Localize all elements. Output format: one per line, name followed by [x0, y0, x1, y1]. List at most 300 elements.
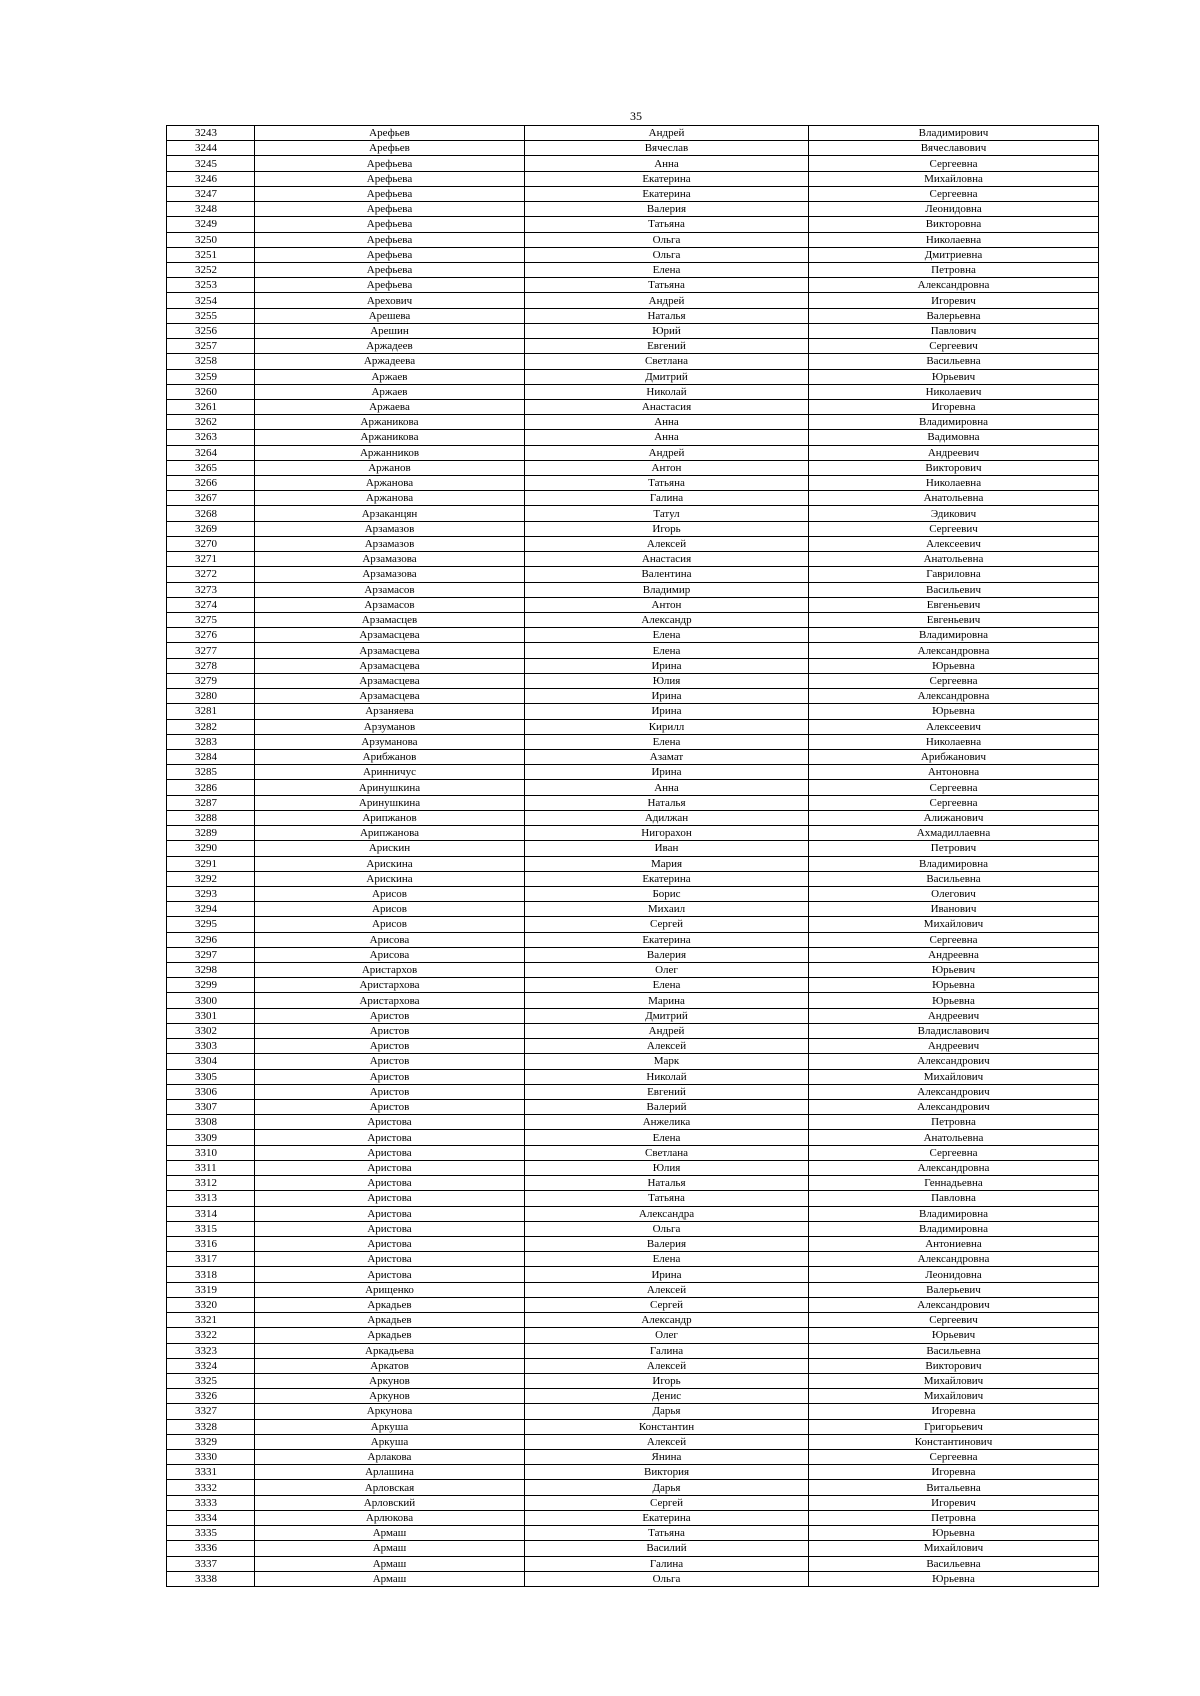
surname-cell: Арзамасцева: [255, 628, 525, 643]
table-row: [167, 536, 1099, 551]
patronymic-cell: Юрьевич: [809, 1328, 1099, 1343]
surname-cell: Арзамазов: [255, 536, 525, 551]
first-name-cell: Сергей: [525, 1297, 809, 1312]
first-name-cell: Мария: [525, 856, 809, 871]
row-number-cell: 3254: [167, 293, 255, 308]
surname-cell: Аржаникова: [255, 415, 525, 430]
first-name-cell: Николай: [525, 384, 809, 399]
table-row: [167, 1343, 1099, 1358]
first-name-cell: Иван: [525, 841, 809, 856]
surname-cell: Аристова: [255, 1160, 525, 1175]
first-name-cell: Наталья: [525, 1176, 809, 1191]
patronymic-cell: Александровна: [809, 278, 1099, 293]
table-row: [167, 841, 1099, 856]
table-row: [167, 1434, 1099, 1449]
surname-cell: Аристов: [255, 1084, 525, 1099]
row-number-cell: 3273: [167, 582, 255, 597]
patronymic-cell: Сергеевна: [809, 932, 1099, 947]
patronymic-cell: Андреевич: [809, 1039, 1099, 1054]
first-name-cell: Виктория: [525, 1465, 809, 1480]
row-number-cell: 3243: [167, 126, 255, 141]
row-number-cell: 3266: [167, 476, 255, 491]
first-name-cell: Сергей: [525, 1495, 809, 1510]
first-name-cell: Елена: [525, 1252, 809, 1267]
first-name-cell: Адилжан: [525, 810, 809, 825]
row-number-cell: 3268: [167, 506, 255, 521]
first-name-cell: Валерия: [525, 947, 809, 962]
table-row: [167, 476, 1099, 491]
first-name-cell: Дарья: [525, 1480, 809, 1495]
patronymic-cell: Владимировна: [809, 1221, 1099, 1236]
patronymic-cell: Алижанович: [809, 810, 1099, 825]
table-row: [167, 1571, 1099, 1586]
table-row: [167, 902, 1099, 917]
first-name-cell: Кирилл: [525, 719, 809, 734]
patronymic-cell: Петровна: [809, 1510, 1099, 1525]
table-row: [167, 1267, 1099, 1282]
first-name-cell: Екатерина: [525, 1510, 809, 1525]
first-name-cell: Алексей: [525, 1358, 809, 1373]
table-row: [167, 262, 1099, 277]
row-number-cell: 3253: [167, 278, 255, 293]
table-row: [167, 810, 1099, 825]
first-name-cell: Азамат: [525, 749, 809, 764]
first-name-cell: Анна: [525, 430, 809, 445]
patronymic-cell: Юрьевна: [809, 1526, 1099, 1541]
table-row: [167, 1084, 1099, 1099]
patronymic-cell: Александрович: [809, 1084, 1099, 1099]
table-row: [167, 1100, 1099, 1115]
patronymic-cell: Юрьевна: [809, 993, 1099, 1008]
patronymic-cell: Алексеевич: [809, 719, 1099, 734]
table-row: [167, 293, 1099, 308]
table-row: [167, 506, 1099, 521]
table-row: [167, 1404, 1099, 1419]
patronymic-cell: Евгеньевич: [809, 597, 1099, 612]
table-row: [167, 1313, 1099, 1328]
surname-cell: Арзамасов: [255, 582, 525, 597]
table-row: [167, 399, 1099, 414]
patronymic-cell: Эдикович: [809, 506, 1099, 521]
first-name-cell: Янина: [525, 1450, 809, 1465]
table-row: [167, 1160, 1099, 1175]
patronymic-cell: Николаевна: [809, 232, 1099, 247]
patronymic-cell: Геннадьевна: [809, 1176, 1099, 1191]
table-row: [167, 1495, 1099, 1510]
table-row: [167, 1526, 1099, 1541]
patronymic-cell: Антониевна: [809, 1236, 1099, 1251]
first-name-cell: Александр: [525, 1313, 809, 1328]
first-name-cell: Алексей: [525, 1434, 809, 1449]
first-name-cell: Андрей: [525, 293, 809, 308]
patronymic-cell: Евгеньевич: [809, 613, 1099, 628]
patronymic-cell: Сергеевна: [809, 1450, 1099, 1465]
patronymic-cell: Константинович: [809, 1434, 1099, 1449]
first-name-cell: Алексей: [525, 1039, 809, 1054]
row-number-cell: 3271: [167, 552, 255, 567]
first-name-cell: Елена: [525, 1130, 809, 1145]
surname-cell: Арзамасцева: [255, 643, 525, 658]
table-row: [167, 932, 1099, 947]
first-name-cell: Елена: [525, 628, 809, 643]
patronymic-cell: Владимировна: [809, 628, 1099, 643]
surname-cell: Аринушкина: [255, 795, 525, 810]
first-name-cell: Марк: [525, 1054, 809, 1069]
surname-cell: Аристова: [255, 1221, 525, 1236]
first-name-cell: Валентина: [525, 567, 809, 582]
surname-cell: Арзамазов: [255, 521, 525, 536]
surname-cell: Арлашина: [255, 1465, 525, 1480]
patronymic-cell: Сергеевна: [809, 673, 1099, 688]
first-name-cell: Ирина: [525, 658, 809, 673]
first-name-cell: Константин: [525, 1419, 809, 1434]
patronymic-cell: Иванович: [809, 902, 1099, 917]
row-number-cell: 3279: [167, 673, 255, 688]
patronymic-cell: Николаевич: [809, 384, 1099, 399]
patronymic-cell: Александрович: [809, 1054, 1099, 1069]
row-number-cell: 3325: [167, 1373, 255, 1388]
table-row: [167, 171, 1099, 186]
surname-cell: Арехович: [255, 293, 525, 308]
table-row: [167, 993, 1099, 1008]
surname-cell: Арзамасцева: [255, 689, 525, 704]
first-name-cell: Валерий: [525, 1100, 809, 1115]
row-number-cell: 3244: [167, 141, 255, 156]
table-row: [167, 491, 1099, 506]
first-name-cell: Екатерина: [525, 171, 809, 186]
surname-cell: Аркуша: [255, 1434, 525, 1449]
patronymic-cell: Викторович: [809, 1358, 1099, 1373]
first-name-cell: Василий: [525, 1541, 809, 1556]
first-name-cell: Галина: [525, 491, 809, 506]
row-number-cell: 3306: [167, 1084, 255, 1099]
patronymic-cell: Валерьевич: [809, 1282, 1099, 1297]
patronymic-cell: Вячеславович: [809, 141, 1099, 156]
row-number-cell: 3294: [167, 902, 255, 917]
table-row: [167, 917, 1099, 932]
first-name-cell: Александра: [525, 1206, 809, 1221]
first-name-cell: Евгений: [525, 1084, 809, 1099]
surname-cell: Арискина: [255, 871, 525, 886]
surname-cell: Арзуманова: [255, 734, 525, 749]
surname-cell: Арзамасцев: [255, 613, 525, 628]
patronymic-cell: Арибжанович: [809, 749, 1099, 764]
first-name-cell: Анжелика: [525, 1115, 809, 1130]
surname-cell: Аристов: [255, 1069, 525, 1084]
first-name-cell: Татул: [525, 506, 809, 521]
patronymic-cell: Юрьевна: [809, 658, 1099, 673]
row-number-cell: 3282: [167, 719, 255, 734]
surname-cell: Аристова: [255, 1115, 525, 1130]
table-row: [167, 1039, 1099, 1054]
table-row: [167, 613, 1099, 628]
first-name-cell: Александр: [525, 613, 809, 628]
row-number-cell: 3275: [167, 613, 255, 628]
patronymic-cell: Юрьевна: [809, 1571, 1099, 1586]
row-number-cell: 3313: [167, 1191, 255, 1206]
patronymic-cell: Васильевна: [809, 354, 1099, 369]
surname-cell: Арзамасов: [255, 597, 525, 612]
first-name-cell: Валерия: [525, 202, 809, 217]
surname-cell: Аристов: [255, 1008, 525, 1023]
row-number-cell: 3246: [167, 171, 255, 186]
table-row: [167, 339, 1099, 354]
patronymic-cell: Александровна: [809, 643, 1099, 658]
surname-cell: Аржаникова: [255, 430, 525, 445]
patronymic-cell: Игоревич: [809, 293, 1099, 308]
surname-cell: Арзаканцян: [255, 506, 525, 521]
first-name-cell: Екатерина: [525, 871, 809, 886]
table-row: [167, 552, 1099, 567]
patronymic-cell: Андреевич: [809, 1008, 1099, 1023]
surname-cell: Аристова: [255, 1191, 525, 1206]
table-row: [167, 1297, 1099, 1312]
surname-cell: Аржадеева: [255, 354, 525, 369]
first-name-cell: Светлана: [525, 1145, 809, 1160]
table-row: [167, 765, 1099, 780]
surname-cell: Арефьева: [255, 247, 525, 262]
table-row: [167, 217, 1099, 232]
patronymic-cell: Дмитриевна: [809, 247, 1099, 262]
patronymic-cell: Викторовна: [809, 217, 1099, 232]
patronymic-cell: Вадимовна: [809, 430, 1099, 445]
patronymic-cell: Петровна: [809, 1115, 1099, 1130]
row-number-cell: 3291: [167, 856, 255, 871]
surname-cell: Арефьев: [255, 126, 525, 141]
first-name-cell: Вячеслав: [525, 141, 809, 156]
surname-cell: Армаш: [255, 1526, 525, 1541]
patronymic-cell: Владимирович: [809, 126, 1099, 141]
table-row: [167, 1176, 1099, 1191]
first-name-cell: Алексей: [525, 1282, 809, 1297]
patronymic-cell: Александровна: [809, 1252, 1099, 1267]
row-number-cell: 3289: [167, 826, 255, 841]
patronymic-cell: Васильевна: [809, 1343, 1099, 1358]
first-name-cell: Андрей: [525, 126, 809, 141]
table-row: [167, 856, 1099, 871]
row-number-cell: 3260: [167, 384, 255, 399]
surname-cell: Арзамасцева: [255, 658, 525, 673]
table-row: [167, 1008, 1099, 1023]
table-row: [167, 886, 1099, 901]
surname-cell: Арибжанов: [255, 749, 525, 764]
patronymic-cell: Сергеевич: [809, 1313, 1099, 1328]
row-number-cell: 3269: [167, 521, 255, 536]
row-number-cell: 3307: [167, 1100, 255, 1115]
first-name-cell: Сергей: [525, 917, 809, 932]
surname-cell: Аристов: [255, 1100, 525, 1115]
patronymic-cell: Михайлович: [809, 1069, 1099, 1084]
patronymic-cell: Михайлович: [809, 1389, 1099, 1404]
table-row: [167, 369, 1099, 384]
surname-cell: Арефьева: [255, 232, 525, 247]
row-number-cell: 3295: [167, 917, 255, 932]
table-row: [167, 460, 1099, 475]
surname-cell: Арешева: [255, 308, 525, 323]
surname-cell: Аристов: [255, 1054, 525, 1069]
first-name-cell: Дмитрий: [525, 369, 809, 384]
table-row: [167, 1419, 1099, 1434]
surname-cell: Арипжанов: [255, 810, 525, 825]
row-number-cell: 3293: [167, 886, 255, 901]
patronymic-cell: Петрович: [809, 841, 1099, 856]
patronymic-cell: Александровна: [809, 1160, 1099, 1175]
surname-cell: Аристархова: [255, 978, 525, 993]
row-number-cell: 3308: [167, 1115, 255, 1130]
first-name-cell: Анна: [525, 780, 809, 795]
row-number-cell: 3277: [167, 643, 255, 658]
first-name-cell: Игорь: [525, 1373, 809, 1388]
patronymic-cell: Игоревна: [809, 399, 1099, 414]
first-name-cell: Елена: [525, 643, 809, 658]
table-row: [167, 978, 1099, 993]
first-name-cell: Денис: [525, 1389, 809, 1404]
patronymic-cell: Игоревна: [809, 1404, 1099, 1419]
row-number-cell: 3249: [167, 217, 255, 232]
surname-cell: Арлакова: [255, 1450, 525, 1465]
table-row: [167, 1206, 1099, 1221]
row-number-cell: 3303: [167, 1039, 255, 1054]
patronymic-cell: Андреевич: [809, 445, 1099, 460]
first-name-cell: Татьяна: [525, 476, 809, 491]
row-number-cell: 3284: [167, 749, 255, 764]
table-row: [167, 308, 1099, 323]
first-name-cell: Марина: [525, 993, 809, 1008]
surname-cell: Аржанов: [255, 460, 525, 475]
patronymic-cell: Гавриловна: [809, 567, 1099, 582]
patronymic-cell: Сергеевна: [809, 1145, 1099, 1160]
surname-cell: Аркадьев: [255, 1297, 525, 1312]
surname-cell: Аристова: [255, 1236, 525, 1251]
patronymic-cell: Васильевна: [809, 871, 1099, 886]
patronymic-cell: Игоревич: [809, 1495, 1099, 1510]
first-name-cell: Елена: [525, 262, 809, 277]
first-name-cell: Ольга: [525, 1221, 809, 1236]
patronymic-cell: Николаевна: [809, 734, 1099, 749]
name-table: [166, 125, 1099, 1587]
first-name-cell: Екатерина: [525, 932, 809, 947]
row-number-cell: 3258: [167, 354, 255, 369]
table-row: [167, 871, 1099, 886]
first-name-cell: Елена: [525, 978, 809, 993]
patronymic-cell: Сергеевна: [809, 780, 1099, 795]
patronymic-cell: Владимировна: [809, 415, 1099, 430]
patronymic-cell: Владимировна: [809, 1206, 1099, 1221]
first-name-cell: Евгений: [525, 339, 809, 354]
surname-cell: Арисова: [255, 932, 525, 947]
table-row: [167, 704, 1099, 719]
row-number-cell: 3322: [167, 1328, 255, 1343]
patronymic-cell: Юрьевич: [809, 963, 1099, 978]
first-name-cell: Ольга: [525, 247, 809, 262]
surname-cell: Арисов: [255, 902, 525, 917]
first-name-cell: Ольга: [525, 232, 809, 247]
row-number-cell: 3274: [167, 597, 255, 612]
patronymic-cell: Витальевна: [809, 1480, 1099, 1495]
table-row: [167, 780, 1099, 795]
patronymic-cell: Олегович: [809, 886, 1099, 901]
first-name-cell: Наталья: [525, 308, 809, 323]
surname-cell: Арефьева: [255, 262, 525, 277]
first-name-cell: Ирина: [525, 765, 809, 780]
first-name-cell: Анастасия: [525, 552, 809, 567]
row-number-cell: 3300: [167, 993, 255, 1008]
patronymic-cell: Валерьевна: [809, 308, 1099, 323]
table-row: [167, 202, 1099, 217]
row-number-cell: 3336: [167, 1541, 255, 1556]
table-row: [167, 1130, 1099, 1145]
patronymic-cell: Николаевна: [809, 476, 1099, 491]
patronymic-cell: Викторович: [809, 460, 1099, 475]
surname-cell: Арефьев: [255, 141, 525, 156]
row-number-cell: 3315: [167, 1221, 255, 1236]
surname-cell: Арисов: [255, 886, 525, 901]
row-number-cell: 3330: [167, 1450, 255, 1465]
first-name-cell: Олег: [525, 1328, 809, 1343]
row-number-cell: 3281: [167, 704, 255, 719]
first-name-cell: Анна: [525, 415, 809, 430]
row-number-cell: 3320: [167, 1297, 255, 1312]
first-name-cell: Юлия: [525, 1160, 809, 1175]
table-row: [167, 1358, 1099, 1373]
first-name-cell: Татьяна: [525, 217, 809, 232]
surname-cell: Аркунов: [255, 1373, 525, 1388]
surname-cell: Арловский: [255, 1495, 525, 1510]
first-name-cell: Дмитрий: [525, 1008, 809, 1023]
patronymic-cell: Юрьевич: [809, 369, 1099, 384]
patronymic-cell: Андреевна: [809, 947, 1099, 962]
row-number-cell: 3285: [167, 765, 255, 780]
surname-cell: Аржанова: [255, 476, 525, 491]
row-number-cell: 3251: [167, 247, 255, 262]
surname-cell: Арзамазова: [255, 552, 525, 567]
surname-cell: Армаш: [255, 1571, 525, 1586]
patronymic-cell: Владимировна: [809, 856, 1099, 871]
first-name-cell: Юрий: [525, 323, 809, 338]
row-number-cell: 3318: [167, 1267, 255, 1282]
patronymic-cell: Сергеевна: [809, 795, 1099, 810]
row-number-cell: 3296: [167, 932, 255, 947]
surname-cell: Аристова: [255, 1206, 525, 1221]
first-name-cell: Антон: [525, 597, 809, 612]
row-number-cell: 3257: [167, 339, 255, 354]
surname-cell: Аркадьев: [255, 1313, 525, 1328]
row-number-cell: 3335: [167, 1526, 255, 1541]
table-row: [167, 521, 1099, 536]
table-row: [167, 1145, 1099, 1160]
row-number-cell: 3283: [167, 734, 255, 749]
surname-cell: Арефьева: [255, 217, 525, 232]
row-number-cell: 3332: [167, 1480, 255, 1495]
patronymic-cell: Сергеевна: [809, 186, 1099, 201]
surname-cell: Арзаняева: [255, 704, 525, 719]
patronymic-cell: Васильевна: [809, 1556, 1099, 1571]
row-number-cell: 3319: [167, 1282, 255, 1297]
patronymic-cell: Михайловна: [809, 171, 1099, 186]
first-name-cell: Анастасия: [525, 399, 809, 414]
table-row: [167, 1282, 1099, 1297]
patronymic-cell: Сергеевич: [809, 521, 1099, 536]
row-number-cell: 3298: [167, 963, 255, 978]
first-name-cell: Татьяна: [525, 1191, 809, 1206]
first-name-cell: Анна: [525, 156, 809, 171]
patronymic-cell: Павловна: [809, 1191, 1099, 1206]
surname-cell: Арефьева: [255, 202, 525, 217]
row-number-cell: 3311: [167, 1160, 255, 1175]
table-row: [167, 673, 1099, 688]
table-row: [167, 947, 1099, 962]
table-row: [167, 1510, 1099, 1525]
